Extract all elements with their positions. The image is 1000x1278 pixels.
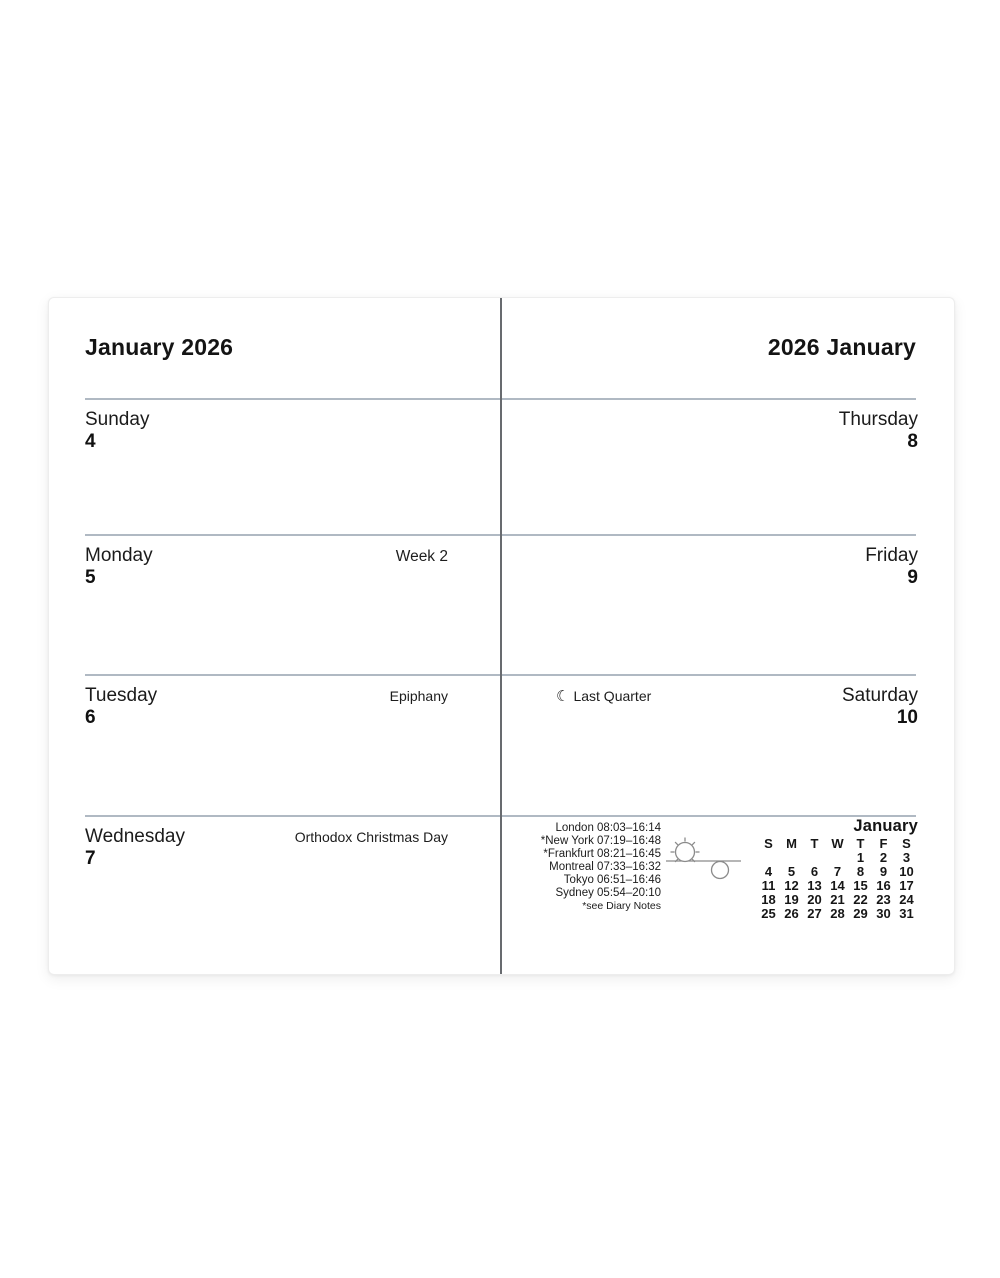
holiday-note: Orthodox Christmas Day [294,829,448,845]
calendar-day: 8 [856,864,865,879]
day-name: Sunday [85,409,150,430]
day-number: 4 [85,431,96,452]
calendar-day: 1 [856,850,865,865]
day-cell-wednesday [85,826,448,870]
weekday-header: W [831,836,844,851]
day-cell-monday [85,545,448,589]
calendar-day: 15 [853,878,868,893]
calendar-day [757,851,780,865]
calendar-day: 11 [761,878,776,893]
right-page-title: 2026 January [767,334,916,360]
mini-month-calendar [757,817,918,921]
calendar-day: 2 [879,850,888,865]
calendar-day: 17 [899,878,914,893]
day-cell-thursday [556,409,918,453]
calendar-day: 3 [902,850,911,865]
sun-times-line: *Frankfurt 08:21–16:45 [543,848,661,860]
day-number: 9 [907,567,918,588]
calendar-day: 21 [830,892,845,907]
week-number-label: Week 2 [395,548,448,565]
calendar-day: 5 [787,864,796,879]
diary-week-spread [48,297,955,975]
calendar-day: 25 [761,906,776,921]
calendar-day: 10 [899,864,914,879]
day-name: Tuesday [85,685,158,706]
holiday-note: Epiphany [389,688,448,704]
sunrise-sunset-times [503,822,661,913]
weekday-header: S [764,836,773,851]
calendar-day: 29 [853,906,868,921]
calendar-day: 26 [784,906,799,921]
day-name: Thursday [838,409,918,430]
sun-times-line: Montreal 07:33–16:32 [549,861,661,873]
day-cell-saturday [556,685,918,729]
day-number: 10 [896,707,918,728]
calendar-day: 19 [784,892,799,907]
sun-times-line: Sydney 05:54–20:10 [555,887,661,899]
calendar-day: 22 [853,892,868,907]
mini-calendar-title: January [853,817,918,835]
sun-times-footnote: *see Diary Notes [582,900,661,912]
day-number: 5 [85,567,96,588]
calendar-day: 4 [764,864,773,879]
weekday-header: F [879,836,888,851]
day-number: 6 [85,707,96,728]
weekday-header: S [902,836,911,851]
calendar-day: 14 [830,878,845,893]
calendar-day: 12 [784,878,799,893]
calendar-day [780,851,803,865]
day-name: Saturday [841,685,918,706]
calendar-day [826,851,849,865]
calendar-day: 28 [830,906,845,921]
calendar-day: 24 [899,892,914,907]
calendar-day: 18 [761,892,776,907]
calendar-day [803,851,826,865]
mini-calendar-grid [757,837,918,921]
calendar-day: 31 [899,906,914,921]
weekday-header: T [856,836,865,851]
day-cell-friday [556,545,918,589]
day-name: Friday [865,545,918,566]
day-name: Wednesday [85,826,185,847]
calendar-day: 27 [807,906,822,921]
sun-times-line: London 08:03–16:14 [555,822,661,834]
almanac-section [503,815,956,976]
day-number: 8 [907,431,918,452]
day-cell-tuesday [85,685,448,729]
left-page-title: January 2026 [85,334,234,360]
calendar-day: 20 [807,892,822,907]
calendar-day: 13 [807,878,822,893]
last-quarter-moon-icon: ☾ [556,688,570,705]
weekday-header: T [810,836,819,851]
center-gutter-line [500,298,502,974]
calendar-day: 23 [876,892,891,907]
day-number: 7 [85,848,96,869]
day-name: Monday [85,545,153,566]
calendar-day: 16 [876,878,891,893]
calendar-day: 7 [833,864,842,879]
sun-times-line: *New York 07:19–16:48 [540,835,661,847]
calendar-day: 9 [879,864,888,879]
day-cell-sunday [85,409,448,453]
moon-phase-text: Last Quarter [573,688,652,704]
calendar-day: 30 [876,906,891,921]
sun-times-line: Tokyo 06:51–16:46 [563,874,661,886]
calendar-day: 6 [810,864,819,879]
weekday-header: M [786,836,797,851]
sunrise-sunset-icon [665,836,743,882]
moon-phase-label [556,687,651,705]
